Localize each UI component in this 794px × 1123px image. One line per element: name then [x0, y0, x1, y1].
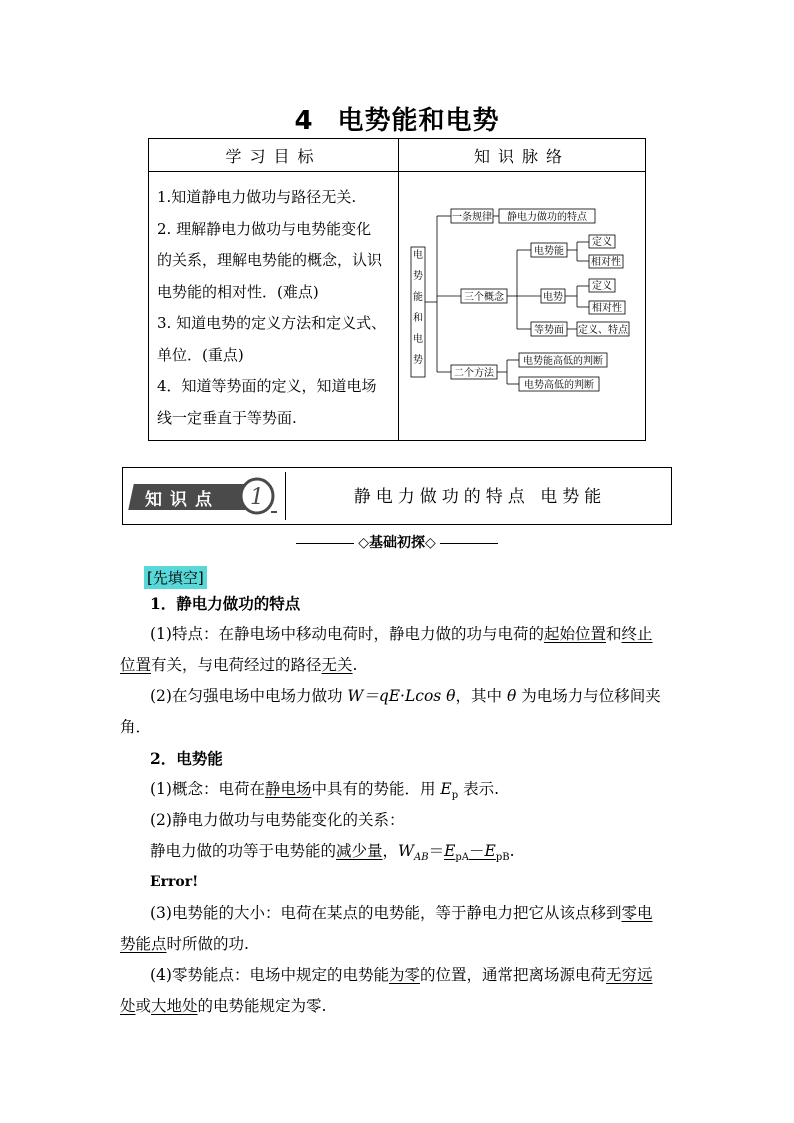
goal-line: 单位．(重点) [157, 345, 244, 364]
number-badge-icon [237, 476, 277, 516]
goal-line: 3. 知道电势的定义方法和定义式、 [157, 314, 387, 332]
goal-line: 线一定垂直于等势面. [157, 408, 297, 427]
paragraph-5: 静电力做的功等于电势能的减少量，$W_{AB}=E_{pA}-E_{pB}$. [150, 842, 515, 864]
method1-label: 电势能高低的判断 [523, 356, 603, 367]
paragraph-1-cont: 位置有关，与电荷经过的路径无关. [120, 656, 358, 674]
concept2-b: 相对性 [592, 303, 622, 314]
concept3-label: 等势面 [534, 325, 564, 336]
goal-line: 4．知道等势面的定义，知道电场 [157, 377, 377, 395]
root-char: 电 [413, 334, 423, 345]
branch1-leaf-label: 静电力做功的特点 [507, 212, 587, 223]
root-char: 能 [413, 292, 423, 303]
page-title [0, 100, 794, 137]
concept1-b: 相对性 [591, 257, 621, 268]
paragraph-4: (2)静电力做功与电势能变化的关系： [150, 811, 405, 829]
root-char: 和 [413, 313, 423, 324]
branch1-label: 一条规律 [452, 212, 492, 223]
knowledge-map [399, 172, 645, 440]
paragraph-7-cont: 处或大地处的电势能规定为零. [120, 997, 327, 1015]
knowledge-point-title: 静电力做功的特点 电势能 [353, 487, 607, 507]
goals-header: 学习目标 [149, 139, 399, 172]
concept1-label: 电势能 [534, 246, 564, 257]
branch3-label: 二个方法 [454, 368, 494, 379]
paragraph-7: (4)零势能点：电场中规定的电势能为零的位置，通常把离场源电荷无穷远 [150, 966, 653, 984]
knowledge-point-number: 1 [250, 485, 264, 510]
branch2-label: 三个概念 [464, 292, 504, 303]
section-divider [0, 532, 794, 552]
knowledge-point-tag-area [127, 472, 286, 520]
map-header: 知识脉络 [399, 139, 646, 172]
concept2-a: 定义 [592, 281, 612, 292]
paragraph-6-cont: 势能点时所做的功. [120, 935, 249, 953]
knowledge-map-cell [399, 172, 646, 441]
paragraph-1: (1)特点：在静电场中移动电荷时，静电力做的功与电荷的起始位置和终止 [150, 625, 653, 643]
paragraph-2: (2)在匀强电场中电场力做功 W＝qE·Lcos θ，其中 θ 为电场力与位移间夹 [150, 687, 661, 705]
paragraph-6: (3)电势能的大小：电荷在某点的电势能，等于静电力把它从该点移到零电 [150, 904, 653, 922]
fill-blank-tag: [先填空] [144, 566, 207, 589]
root-char: 势 [413, 271, 423, 282]
goal-line: 的关系，理解电势能的概念，认识 [157, 251, 383, 269]
heading-2: 2．电势能 [150, 749, 223, 768]
paragraph-2-cont: 角． [120, 718, 152, 736]
section-title: 电势能和电势 [337, 106, 500, 136]
goal-line: 1.知道静电力做功与路径无关. [157, 188, 357, 206]
goals-table [148, 138, 646, 441]
knowledge-point-banner [122, 467, 672, 525]
goal-line: 电势能的相对性．(难点) [157, 282, 319, 301]
goal-line: 2. 理解静电力做功与电势能变化 [157, 219, 372, 238]
root-char: 势 [413, 355, 423, 366]
section-label: ◇基础初探◇ [358, 535, 436, 551]
knowledge-point-tag: 知识点 [145, 490, 220, 510]
concept1-a: 定义 [592, 237, 612, 248]
concept2-label: 电势 [543, 292, 563, 303]
goals-cell [149, 172, 399, 441]
method2-label: 电势高低的判断 [524, 380, 594, 391]
paragraph-3: (1)概念：电荷在静电场中具有的势能．用 $E_p$ 表示. [150, 780, 500, 802]
goals-list [157, 182, 388, 434]
root-char: 电 [413, 250, 423, 261]
heading-1: 1．静电力做功的特点 [150, 594, 301, 613]
concept3-detail: 定义、特点 [578, 325, 628, 336]
error-text: Error! [150, 874, 199, 890]
section-number: 4 [294, 106, 314, 136]
